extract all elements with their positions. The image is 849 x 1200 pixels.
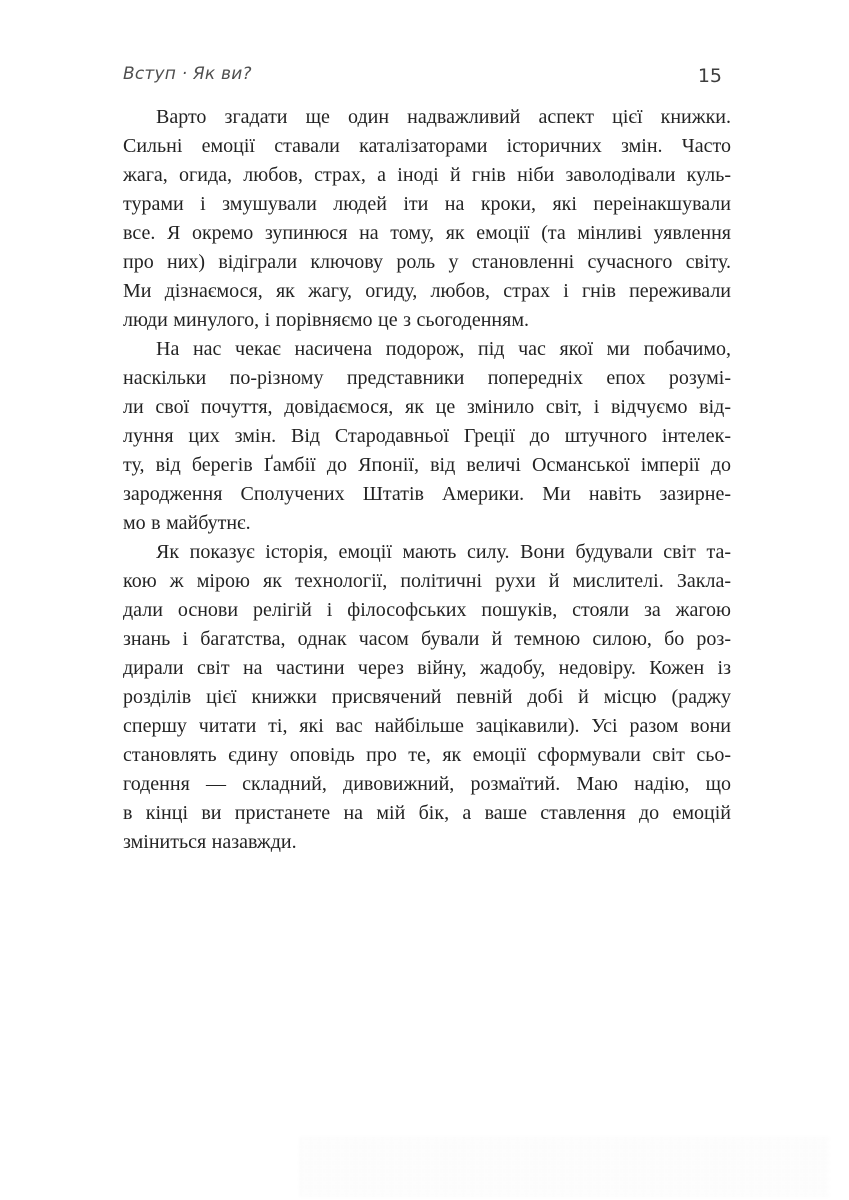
text-line: розділів цієї книжки присвячений певній добі й місцю (раджу xyxy=(123,686,731,708)
paragraph xyxy=(123,103,731,335)
text-line: наскільки по-різному представники попередніх епох розумі- xyxy=(123,367,731,389)
text-line: турами і змушували людей іти на кроки, які переінакшували xyxy=(123,193,731,215)
text-line: зміниться назавжди. xyxy=(123,831,297,853)
body-text xyxy=(123,103,731,857)
text-line: луння цих змін. Від Стародавньої Греції до штучного інтелек- xyxy=(123,425,731,447)
scan-showthrough-artifact xyxy=(300,1138,830,1196)
paragraph xyxy=(123,538,731,857)
text-line: зародження Сполучених Штатів Америки. Ми навіть зазирне- xyxy=(123,483,731,505)
text-line: спершу читати ті, які вас найбільше зацікавили). Усі разом вони xyxy=(123,715,731,737)
text-line: годення — складний, дивовижний, розмаїтий. Маю надію, що xyxy=(123,773,731,795)
paragraph xyxy=(123,335,731,538)
text-line: Варто згадати ще один надважливий аспект цієї книжки. xyxy=(156,106,731,128)
text-line: все. Я окремо зупинюся на тому, як емоції (та мінливі уявлення xyxy=(123,222,731,244)
text-line: Сильні емоції ставали каталізаторами історичних змін. Часто xyxy=(123,135,731,157)
text-line: кою ж мірою як технології, політичні рухи й мислителі. Закла- xyxy=(123,570,731,592)
text-line: дали основи релігій і філософських пошуків, стояли за жагою xyxy=(123,599,731,621)
text-line: дирали світ на частини через війну, жадобу, недовіру. Кожен із xyxy=(123,657,731,679)
text-line: ли свої почуття, довідаємося, як це змінило світ, і відчуємо від- xyxy=(123,396,731,418)
text-line: На нас чекає насичена подорож, під час якої ми побачимо, xyxy=(156,338,731,360)
text-line: становлять єдину оповідь про те, як емоції сформували світ сьо- xyxy=(123,744,731,766)
text-line: Ми дізнаємося, як жагу, огиду, любов, страх і гнів переживали xyxy=(123,280,731,302)
text-line: мо в майбутнє. xyxy=(123,512,251,534)
text-line: в кінці ви пристанете на мій бік, а ваше ставлення до емоцій xyxy=(123,802,731,824)
text-line: жага, огида, любов, страх, а іноді й гнів ніби заволодівали куль- xyxy=(123,164,731,186)
running-header: Вступ · Як ви? xyxy=(123,64,252,84)
text-line: люди минулого, і порівняємо це з сьогоденням. xyxy=(123,309,529,331)
text-line: Як показує історія, емоції мають силу. Вони будували світ та- xyxy=(156,541,731,563)
text-line: про них) відіграли ключову роль у становленні сучасного світу. xyxy=(123,251,731,273)
page-number: 15 xyxy=(697,65,722,87)
text-line: знань і багатства, однак часом бували й темною силою, бо роз- xyxy=(123,628,731,650)
text-line: ту, від берегів Ґамбії до Японії, від величі Османської імперії до xyxy=(123,454,731,476)
